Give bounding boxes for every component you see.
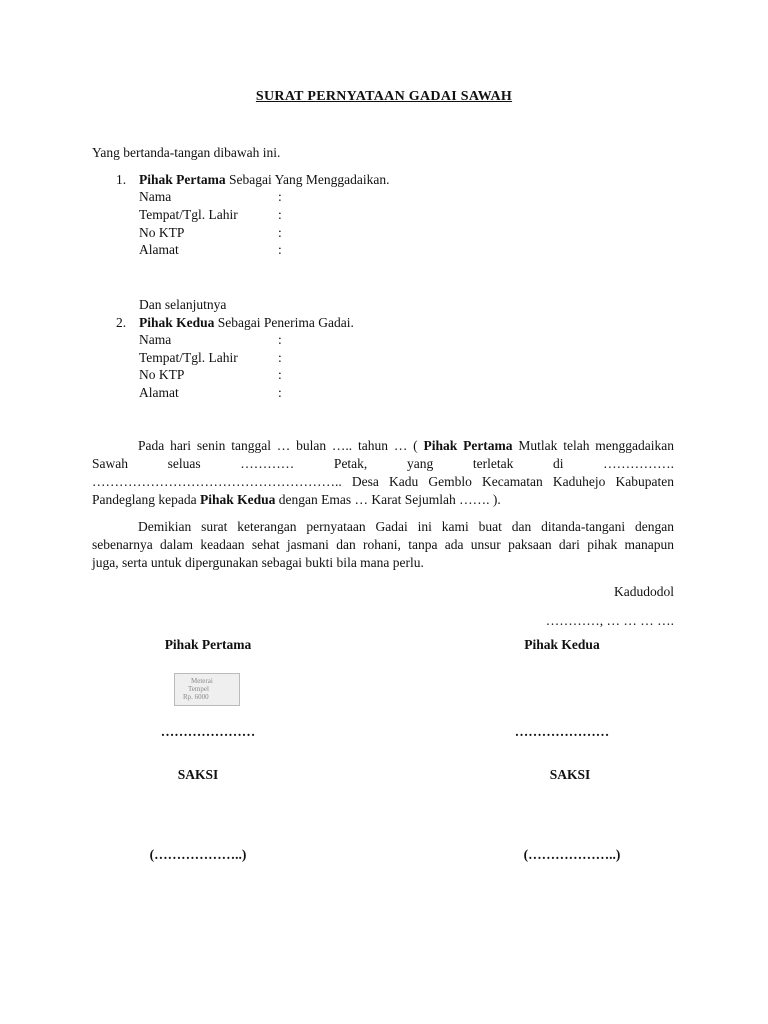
party1-heading [139, 171, 389, 188]
party1-field-name: Nama [139, 189, 172, 204]
document-title: SURAT PERNYATAAN GADAI SAWAH [255, 89, 513, 104]
sign-party1-title: Pihak Pertama [164, 637, 252, 652]
party2-field-birth: Tempat/Tgl. Lahir [139, 350, 238, 365]
sign-party1-line: ………………… [160, 724, 256, 739]
intro-text: Yang bertanda-tangan dibawah ini. [92, 145, 281, 160]
witness-left-title: SAKSI [177, 767, 219, 782]
stamp-line1: Meterai [191, 677, 213, 685]
revenue-stamp [174, 673, 240, 706]
witness-right-title: SAKSI [549, 767, 591, 782]
paragraph-pledge-line1 [92, 437, 674, 455]
party2-desc: Sebagai Penerima Gadai. [214, 315, 354, 330]
party2-number: 2. [116, 315, 127, 330]
party2-field-address: Alamat [139, 385, 179, 400]
paragraph-closing-line1 [92, 518, 674, 536]
pledge-line4-text: Pandeglang kepada [92, 492, 200, 507]
date-text: …………, … … … …. [545, 613, 674, 628]
paragraph-closing [92, 518, 674, 572]
party1-field-ktp: No KTP [139, 225, 185, 240]
party2-field-ktp: No KTP [139, 367, 185, 382]
witness-right-line: (………………..) [523, 847, 621, 862]
party1-colon-address: : [278, 242, 282, 257]
witness-left-line: (………………..) [149, 847, 247, 862]
paragraph-pledge-line2: Sawah seluas ………… Petak, yang terletak di ……………. [92, 456, 674, 471]
party2-colon-ktp: : [278, 367, 282, 382]
party1-field-birth: Tempat/Tgl. Lahir [139, 207, 238, 222]
party1-colon-name: : [278, 189, 282, 204]
place-text: Kadudodol [614, 584, 674, 599]
party2-colon-name: : [278, 332, 282, 347]
paragraph-pledge-line3: ……………………………………………….. Desa Kadu Gemblo Kecamatan Kaduhejo Kabupaten [92, 474, 674, 489]
party1-colon-birth: : [278, 207, 282, 222]
paragraph-closing-line2: sebenarnya dalam keadaan sehat jasmani dan rohani, tanpa ada unsur paksaan dari pihak manapun [92, 537, 674, 552]
pledge-party2-label: Pihak Kedua [199, 492, 276, 507]
paragraph-pledge [92, 437, 674, 509]
party2-field-name: Nama [139, 332, 172, 347]
stamp-line2: Tempel [188, 685, 209, 693]
party2-colon-address: : [278, 385, 282, 400]
sign-party2-line: ………………… [514, 724, 610, 739]
party1-colon-ktp: : [278, 225, 282, 240]
pledge-party1-label: Pihak Pertama [423, 438, 513, 453]
paragraph-pledge-line4 [92, 491, 674, 509]
party2-heading [139, 314, 354, 331]
stamp-line3: Rp. 6000 [183, 693, 209, 701]
party1-number: 1. [116, 172, 127, 187]
paragraph-closing-line3: juga, serta untuk dipergunakan sebagai bukti bila mana perlu. [92, 555, 424, 570]
party1-desc: Sebagai Yang Menggadaikan. [225, 172, 390, 187]
continuation-text: Dan selanjutnya [139, 297, 227, 312]
sign-party2-title: Pihak Kedua [524, 637, 600, 652]
party2-colon-birth: : [278, 350, 282, 365]
pledge-line1-text: Pada hari senin tanggal … bulan ….. tahun … ( [138, 438, 424, 453]
party1-label: Pihak Pertama [139, 172, 226, 187]
party2-label: Pihak Kedua [139, 315, 215, 330]
pledge-line4-end: dengan Emas … Karat Sejumlah ……. ). [275, 492, 501, 507]
closing-line1-text: Demikian surat keterangan pernyataan Gadai ini kami buat dan ditanda-tangani dengan [138, 519, 674, 534]
party1-field-address: Alamat [139, 242, 179, 257]
pledge-line1-end: Mutlak telah menggadaikan [512, 438, 674, 453]
